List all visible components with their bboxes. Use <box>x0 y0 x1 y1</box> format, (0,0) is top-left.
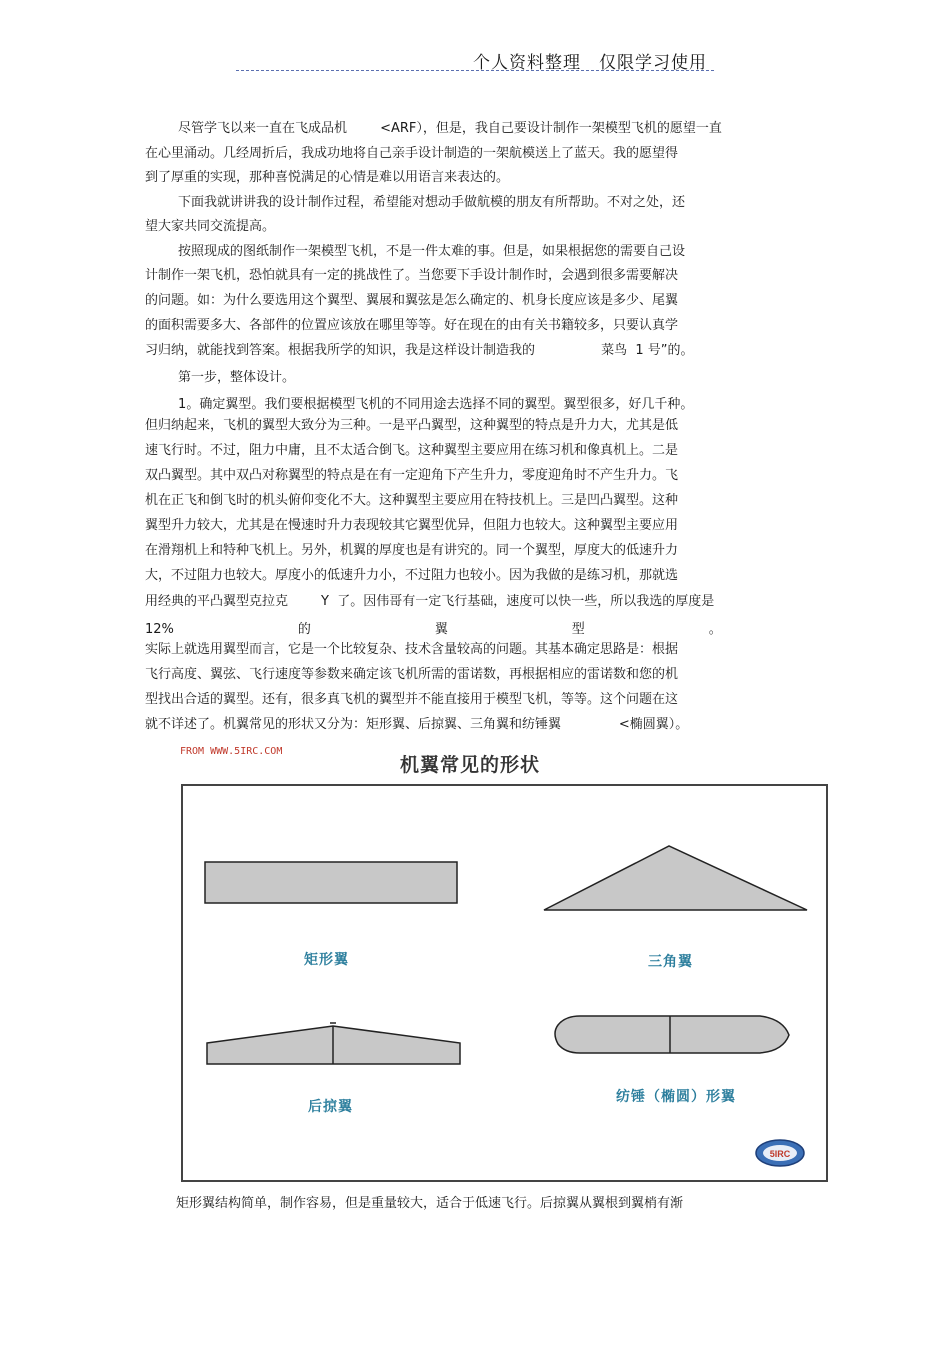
text-line: 型找出合适的翼型。还有，很多真飞机的翼型并不能直接用于模型飞机，等等。这个问题在这 <box>145 692 679 707</box>
delta-wing-shape <box>544 846 807 910</box>
text-line: 速飞行时。不过，阻力中庸，且不太适合倒飞。这种翼型主要应用在练习机和像真机上。二是 <box>145 443 679 458</box>
label-elliptical-wing: 纺锤（椭圆）形翼 <box>616 1089 736 1105</box>
text-line: 第一步，整体设计。 <box>145 370 296 385</box>
text-line: 1。确定翼型。我们要根据模型飞机的不同用途去选择不同的翼型。翼型很多，好几千种。 <box>145 397 694 412</box>
text-line: 望大家共同交流提高。 <box>145 219 276 234</box>
label-rectangular-wing: 矩形翼 <box>304 952 349 968</box>
text-line: 到了厚重的实现，那种喜悦满足的心情是难以用语言来表达的。 <box>145 170 510 185</box>
text-line: 的问题。如：为什么要选用这个翼型、翼展和翼弦是怎么确定的、机身长度应该是多少、尾翼 <box>145 293 679 308</box>
text-line: 尽管学飞以来一直在飞成品机 <ARF），但是，我自己要设计制作一架模型飞机的愿望一直 <box>145 121 722 136</box>
text-line: 就不详述了。机翼常见的形状又分为：矩形翼、后掠翼、三角翼和纺锤翼 <椭圆翼）。 <box>145 717 689 732</box>
header-left: 个人资料整理 <box>473 53 581 73</box>
wing-shapes-drawing <box>170 740 830 1185</box>
text-line: 习归纳，就能找到答案。根据我所学的知识，我是这样设计制造我的 菜鸟 1 号”的。 <box>145 343 694 358</box>
logo-text: 5IRC <box>769 1149 791 1159</box>
figure-source: FROM WWW.5IRC.COM <box>180 746 283 757</box>
header-right: 仅限学习使用 <box>599 53 707 73</box>
label-delta-wing: 三角翼 <box>648 954 693 970</box>
text-line: 按照现成的图纸制作一架模型飞机，不是一件太难的事。但是，如果根据您的需要自己设 <box>145 244 686 259</box>
header-dashed-rule <box>236 70 714 71</box>
text-line: 计制作一架飞机，恐怕就具有一定的挑战性了。当您要下手设计制作时，会遇到很多需要解决 <box>145 268 679 283</box>
label-swept-wing: 后掠翼 <box>308 1099 353 1115</box>
text-line: 翼型升力较大，尤其是在慢速时升力表现较其它翼型优异，但阻力也较大。这种翼型主要应用 <box>145 518 679 533</box>
text-line: 机在正飞和倒飞时的机头俯仰变化不大。这种翼型主要应用在特技机上。三是凹凸翼型。这种 <box>145 493 679 508</box>
text-line: 大，不过阻力也较大。厚度小的低速升力小，不过阻力也较小。因为我做的是练习机，那就选 <box>145 568 679 583</box>
text-line: 但归纳起来，飞机的翼型大致分为三种。一是平凸翼型，这种翼型的特点是升力大，尤其是低 <box>145 418 679 433</box>
text-line: 12% 的 翼 型 。 <box>145 622 722 637</box>
wing-shapes-figure <box>170 740 830 1185</box>
text-line: 双凸翼型。其中双凸对称翼型的特点是在有一定迎角下产生升力，零度迎角时不产生升力。飞 <box>145 468 679 483</box>
text-line: 飞行高度、翼弦、飞行速度等参数来确定该飞机所需的雷诺数，再根据相应的雷诺数和您的机 <box>145 667 679 682</box>
text-line: 在心里涌动。几经周折后，我成功地将自己亲手设计制造的一架航模送上了蓝天。我的愿望得 <box>145 146 679 161</box>
text-line: 在滑翔机上和特种飞机上。另外，机翼的厚度也是有讲究的。同一个翼型，厚度大的低速升力 <box>145 543 679 558</box>
text-line: 用经典的平凸翼型克拉克 Y 了。因伟哥有一定飞行基础，速度可以快一些，所以我选的厚度是 <box>145 594 715 609</box>
rectangular-wing-shape <box>205 862 457 903</box>
text-line: 的面积需要多大、各部件的位置应该放在哪里等等。好在现在的由有关书籍较多，只要认真学 <box>145 318 679 333</box>
caption-text: 矩形翼结构简单，制作容易，但是重量较大，适合于低速飞行。后掠翼从翼根到翼梢有渐 <box>176 1196 684 1211</box>
elliptical-wing-shape <box>555 1016 789 1053</box>
text-line: 实际上就选用翼型而言，它是一个比较复杂、技术含量较高的问题。其基本确定思路是：根据 <box>145 642 679 657</box>
text-line: 下面我就讲讲我的设计制作过程，希望能对想动手做航模的朋友有所帮助。不对之处，还 <box>145 195 686 210</box>
figure-title: 机翼常见的形状 <box>400 754 541 776</box>
